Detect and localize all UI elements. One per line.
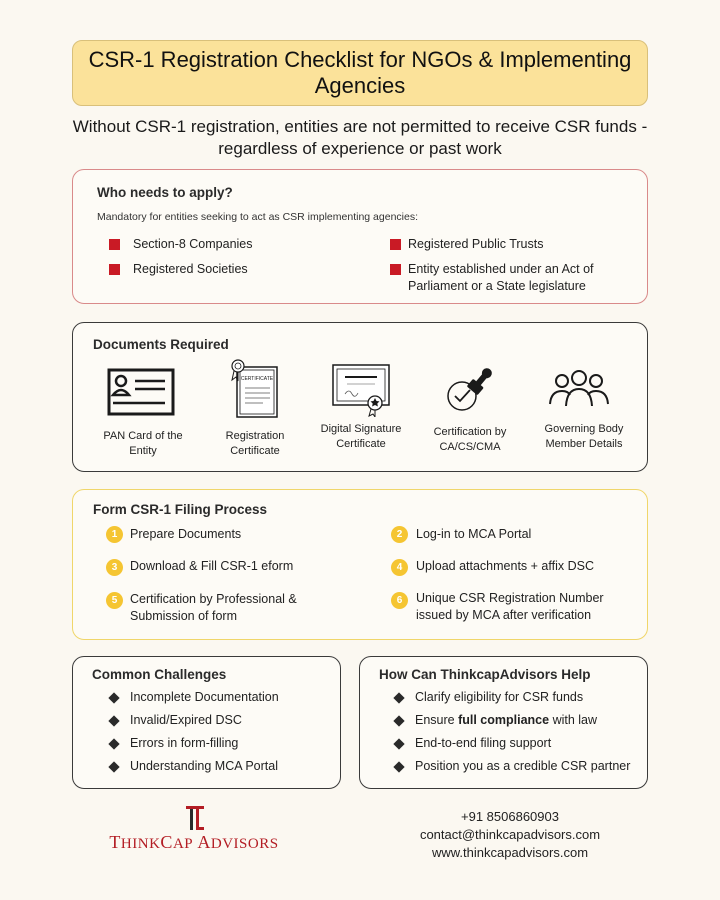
who-item: Entity established under an Act of Parliament or a State legislature: [408, 262, 594, 293]
square-bullet-icon: [390, 239, 401, 250]
documents-card: [72, 322, 648, 472]
diamond-bullet-icon: [108, 715, 119, 726]
square-bullet-icon: [109, 264, 120, 275]
title-banner: [72, 40, 648, 106]
contact-website[interactable]: www.thinkcapadvisors.com: [431, 845, 589, 860]
challenge-item: Errors in form-filling: [130, 736, 239, 750]
step-text: Download & Fill CSR-1 eform: [130, 559, 294, 573]
who-item: Registered Societies: [133, 262, 248, 276]
page-title: CSR-1 Registration Checklist for NGOs & Implementing Agencies: [88, 47, 632, 98]
diamond-bullet-icon: [108, 692, 119, 703]
id-card-icon: [107, 368, 175, 416]
doc-label: Digital Signature Certificate: [320, 423, 402, 450]
help-item: Ensure full compliance with law: [415, 713, 598, 727]
who-heading: Who needs to apply?: [97, 185, 233, 200]
step-text: Certification by Professional & Submission of form: [130, 592, 297, 623]
challenge-item: Understanding MCA Portal: [130, 759, 278, 773]
help-item: Position you as a credible CSR partner: [415, 759, 631, 773]
step-number-badge: 2: [391, 526, 408, 543]
step-number-badge: 4: [391, 559, 408, 576]
filing-card: [72, 489, 648, 640]
challenges-heading: Common Challenges: [92, 667, 227, 682]
stamp-icon: [445, 363, 497, 413]
who-needs-card: [72, 169, 648, 304]
certificate-word: CERTIFICATE: [240, 376, 274, 382]
page-subtitle: Without CSR-1 registration, entities are not permitted to receive CSR funds - regardless of experience or past work: [72, 117, 648, 158]
step-number-badge: 5: [106, 592, 123, 609]
contact-email[interactable]: contact@thinkcapadvisors.com: [419, 827, 601, 842]
step-text: Log-in to MCA Portal: [416, 527, 532, 541]
contact-phone: +91 8506860903: [461, 809, 559, 824]
filing-heading: Form CSR-1 Filing Process: [93, 502, 268, 517]
step-text: Prepare Documents: [130, 527, 242, 541]
step-number-badge: 6: [391, 592, 408, 609]
doc-label: PAN Card of the Entity: [103, 430, 183, 457]
diamond-bullet-icon: [393, 692, 404, 703]
doc-label: Registration Certificate: [225, 430, 285, 457]
who-item: Section-8 Companies: [133, 237, 253, 251]
square-bullet-icon: [109, 239, 120, 250]
logo-mark-icon: [186, 806, 204, 830]
who-item: Registered Public Trusts: [408, 237, 544, 251]
square-bullet-icon: [390, 264, 401, 275]
group-icon: [548, 370, 610, 408]
doc-label: Governing Body Member Details: [544, 423, 624, 450]
diamond-bullet-icon: [393, 761, 404, 772]
step-number-badge: 1: [106, 526, 123, 543]
help-item: Clarify eligibility for CSR funds: [415, 690, 584, 704]
challenge-item: Incomplete Documentation: [130, 690, 279, 704]
diamond-bullet-icon: [393, 715, 404, 726]
diamond-bullet-icon: [393, 738, 404, 749]
documents-heading: Documents Required: [93, 337, 229, 352]
step-text: Unique CSR Registration Number issued by MCA after verification: [416, 591, 604, 622]
company-logo-text: THINKCAP ADVISORS: [109, 832, 279, 852]
step-text: Upload attachments + affix DSC: [416, 559, 594, 573]
help-card: [359, 656, 648, 789]
diamond-bullet-icon: [108, 738, 119, 749]
challenge-item: Invalid/Expired DSC: [130, 713, 242, 727]
who-intro: Mandatory for entities seeking to act as CSR implementing agencies:: [97, 211, 418, 223]
diploma-icon: [331, 363, 391, 417]
step-number-badge: 3: [106, 559, 123, 576]
diamond-bullet-icon: [108, 761, 119, 772]
help-heading: How Can ThinkcapAdvisors Help: [379, 667, 591, 682]
help-item: End-to-end filing support: [415, 736, 552, 750]
doc-label: Certification by CA/CS/CMA: [433, 426, 507, 453]
certificate-icon: [223, 358, 281, 420]
challenges-card: [72, 656, 341, 789]
